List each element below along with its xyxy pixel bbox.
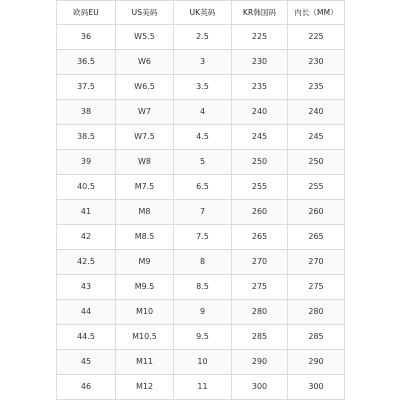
table-row <box>57 75 345 100</box>
cell-inner-length: 265 <box>288 225 345 250</box>
cell-inner-length: 240 <box>288 100 345 125</box>
table-row <box>57 50 345 75</box>
header-kr-size: KR韩国码 <box>232 1 288 25</box>
cell-inner-length: 280 <box>288 300 345 325</box>
cell-inner-length: 230 <box>288 50 345 75</box>
cell-uk-size: 8.5 <box>174 275 232 300</box>
cell-inner-length: 235 <box>288 75 345 100</box>
cell-uk-size: 6.5 <box>174 175 232 200</box>
table-row <box>57 275 345 300</box>
cell-uk-size: 10 <box>174 350 232 375</box>
cell-kr-size: 225 <box>232 25 288 50</box>
cell-kr-size: 250 <box>232 150 288 175</box>
cell-uk-size: 9.5 <box>174 325 232 350</box>
cell-eu-size: 44.5 <box>57 325 116 350</box>
cell-inner-length: 250 <box>288 150 345 175</box>
table-body <box>57 25 345 400</box>
table-row <box>57 375 345 400</box>
cell-kr-size: 270 <box>232 250 288 275</box>
cell-uk-size: 7 <box>174 200 232 225</box>
header-inner-length: 内长（MM） <box>288 1 345 25</box>
cell-kr-size: 245 <box>232 125 288 150</box>
header-row <box>57 1 345 25</box>
cell-uk-size: 4 <box>174 100 232 125</box>
cell-kr-size: 240 <box>232 100 288 125</box>
cell-us-size: W5.5 <box>116 25 174 50</box>
table-row <box>57 225 345 250</box>
cell-kr-size: 255 <box>232 175 288 200</box>
cell-eu-size: 46 <box>57 375 116 400</box>
cell-kr-size: 285 <box>232 325 288 350</box>
cell-inner-length: 270 <box>288 250 345 275</box>
cell-uk-size: 3.5 <box>174 75 232 100</box>
cell-kr-size: 265 <box>232 225 288 250</box>
cell-eu-size: 41 <box>57 200 116 225</box>
cell-eu-size: 42.5 <box>57 250 116 275</box>
cell-inner-length: 245 <box>288 125 345 150</box>
cell-eu-size: 38.5 <box>57 125 116 150</box>
cell-uk-size: 2.5 <box>174 25 232 50</box>
cell-eu-size: 42 <box>57 225 116 250</box>
cell-kr-size: 260 <box>232 200 288 225</box>
cell-eu-size: 45 <box>57 350 116 375</box>
cell-eu-size: 43 <box>57 275 116 300</box>
table-row <box>57 250 345 275</box>
cell-inner-length: 300 <box>288 375 345 400</box>
cell-uk-size: 7.5 <box>174 225 232 250</box>
cell-kr-size: 290 <box>232 350 288 375</box>
cell-us-size: M12 <box>116 375 174 400</box>
cell-us-size: W8 <box>116 150 174 175</box>
header-uk-size: UK英码 <box>174 1 232 25</box>
table-row <box>57 325 345 350</box>
cell-kr-size: 235 <box>232 75 288 100</box>
shoe-size-table <box>56 0 345 400</box>
cell-eu-size: 38 <box>57 100 116 125</box>
table-row <box>57 150 345 175</box>
cell-eu-size: 39 <box>57 150 116 175</box>
cell-inner-length: 275 <box>288 275 345 300</box>
cell-inner-length: 285 <box>288 325 345 350</box>
cell-uk-size: 8 <box>174 250 232 275</box>
cell-us-size: M9.5 <box>116 275 174 300</box>
cell-eu-size: 36 <box>57 25 116 50</box>
cell-us-size: M11 <box>116 350 174 375</box>
cell-us-size: M9 <box>116 250 174 275</box>
table-row <box>57 350 345 375</box>
cell-eu-size: 36.5 <box>57 50 116 75</box>
cell-inner-length: 255 <box>288 175 345 200</box>
cell-kr-size: 300 <box>232 375 288 400</box>
cell-inner-length: 225 <box>288 25 345 50</box>
cell-uk-size: 5 <box>174 150 232 175</box>
cell-uk-size: 4.5 <box>174 125 232 150</box>
header-us-size: US美码 <box>116 1 174 25</box>
cell-kr-size: 280 <box>232 300 288 325</box>
cell-us-size: W6.5 <box>116 75 174 100</box>
cell-inner-length: 290 <box>288 350 345 375</box>
header-eu-size: 欧码EU <box>57 1 116 25</box>
table-row <box>57 300 345 325</box>
cell-us-size: M10.5 <box>116 325 174 350</box>
cell-us-size: W7 <box>116 100 174 125</box>
cell-kr-size: 230 <box>232 50 288 75</box>
cell-us-size: M10 <box>116 300 174 325</box>
cell-kr-size: 275 <box>232 275 288 300</box>
table-row <box>57 125 345 150</box>
cell-uk-size: 11 <box>174 375 232 400</box>
cell-us-size: W7.5 <box>116 125 174 150</box>
cell-eu-size: 44 <box>57 300 116 325</box>
cell-eu-size: 37.5 <box>57 75 116 100</box>
table-row <box>57 25 345 50</box>
cell-uk-size: 9 <box>174 300 232 325</box>
cell-inner-length: 260 <box>288 200 345 225</box>
cell-eu-size: 40.5 <box>57 175 116 200</box>
table-row <box>57 200 345 225</box>
cell-us-size: M8 <box>116 200 174 225</box>
table-header <box>57 1 345 25</box>
cell-us-size: W6 <box>116 50 174 75</box>
cell-us-size: M7.5 <box>116 175 174 200</box>
cell-uk-size: 3 <box>174 50 232 75</box>
table-row <box>57 175 345 200</box>
cell-us-size: M8.5 <box>116 225 174 250</box>
table-row <box>57 100 345 125</box>
